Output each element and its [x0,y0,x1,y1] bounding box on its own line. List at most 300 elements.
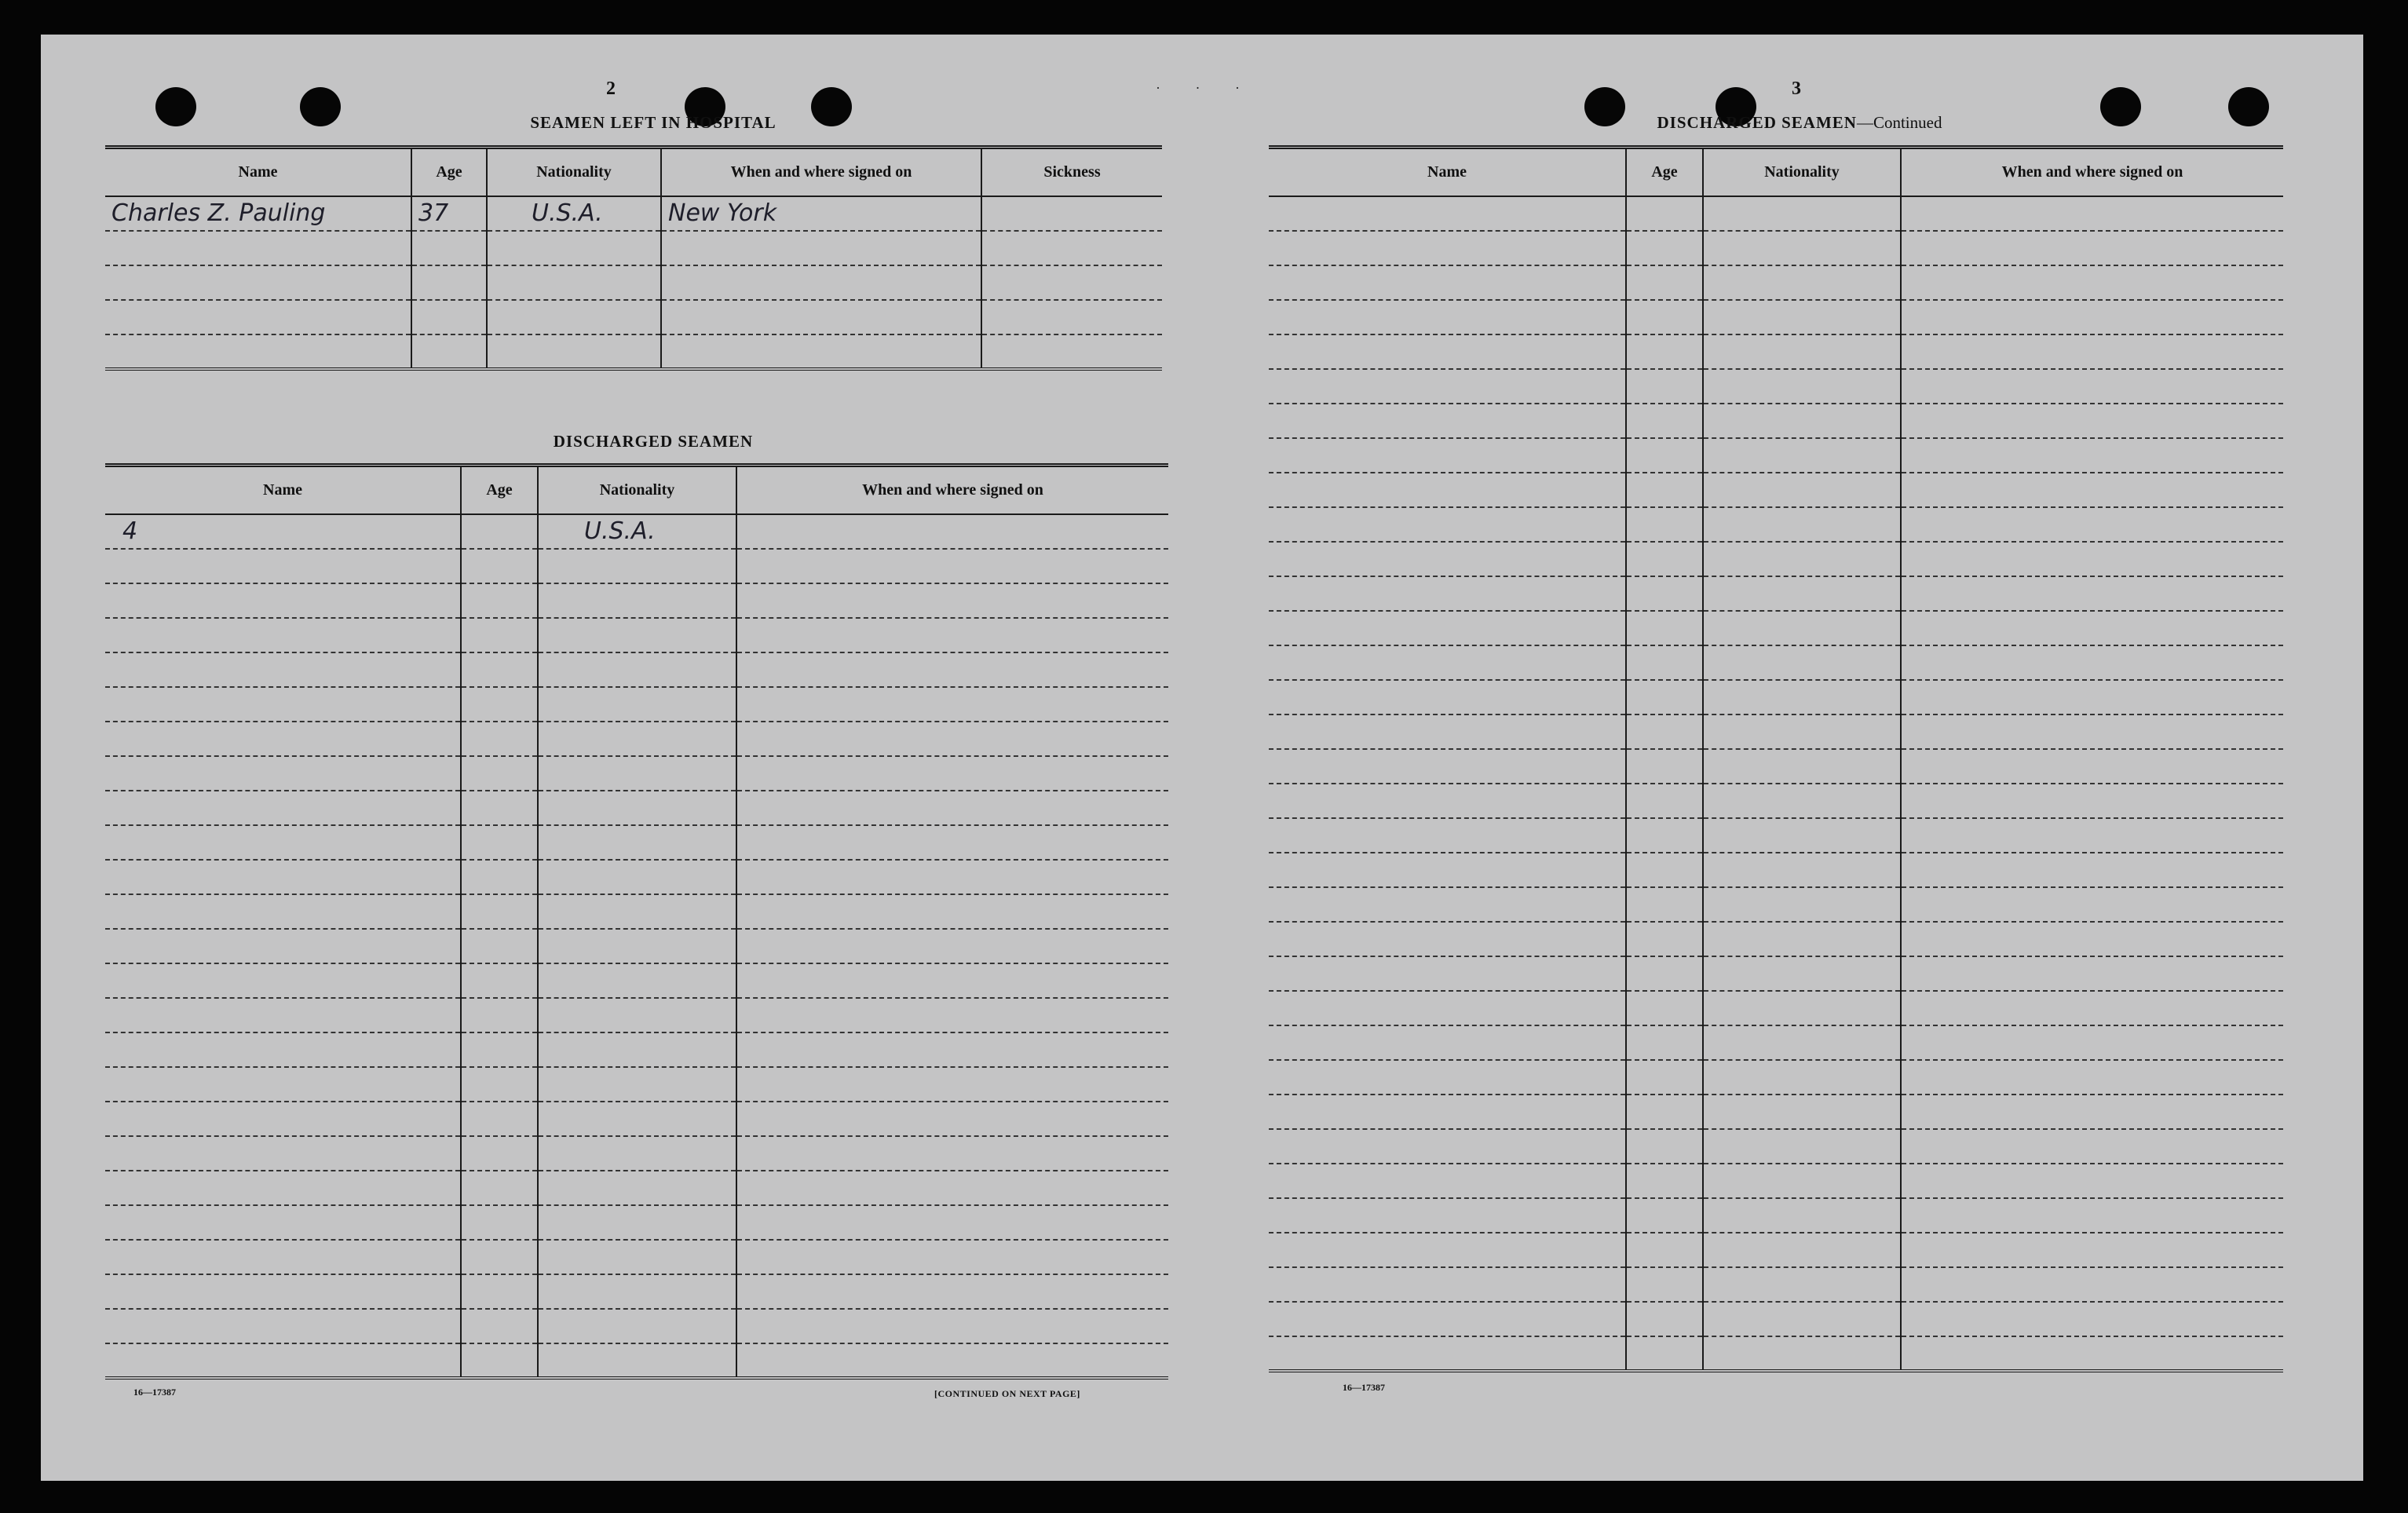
column-header-age: Age [461,466,538,514]
table-cell [1626,231,1703,265]
table-cell [1269,1060,1626,1095]
table-cell [1269,1302,1626,1336]
table-cell [1901,784,2283,818]
table-cell [1269,300,1626,334]
punch-hole [300,87,341,126]
table-cell [461,963,538,998]
table-cell [1703,542,1901,576]
table-row [105,334,1162,369]
table-cell [1269,887,1626,922]
table-cell [736,722,1168,756]
table-row [105,963,1168,998]
table-row [105,756,1168,791]
column-header-sickness: Sickness [981,148,1162,196]
table-cell [538,1067,736,1102]
table-row [1269,542,2283,576]
table-cell [105,860,461,894]
table-cell [1703,1198,1901,1233]
table-cell [736,1240,1168,1274]
table-cell [1901,542,2283,576]
table-cell [538,860,736,894]
table-row [105,1032,1168,1067]
table-cell [461,652,538,687]
table-cell [461,583,538,618]
table-cell [736,1205,1168,1240]
table-cell [1901,853,2283,887]
column-header-nationality: Nationality [538,466,736,514]
table-cell [1703,853,1901,887]
table-cell [1626,991,1703,1025]
table-cell [105,722,461,756]
table-row [1269,922,2283,956]
table-row [105,1343,1168,1378]
table-cell [736,929,1168,963]
table-row [105,1067,1168,1102]
table-cell [1901,749,2283,784]
table-cell [1703,749,1901,784]
table-cell [1703,404,1901,438]
table-cell [1626,611,1703,645]
table-cell [1901,438,2283,473]
table-cell [1626,1302,1703,1336]
column-header-age: Age [411,148,487,196]
table-cell [1901,991,2283,1025]
table-row [105,1205,1168,1240]
table-cell [1626,404,1703,438]
table-cell [736,791,1168,825]
table-cell [1901,714,2283,749]
table-row [105,860,1168,894]
table-cell [461,687,538,722]
table-cell [736,1102,1168,1136]
table-cell [1269,196,1626,231]
table-row [1269,1267,2283,1302]
table-cell [1269,438,1626,473]
table-cell [538,1032,736,1067]
table-cell [1703,265,1901,300]
table-cell [1901,404,2283,438]
table-cell [1269,922,1626,956]
table-cell [1703,991,1901,1025]
table-cell [1626,1164,1703,1198]
table-cell [1626,853,1703,887]
table-row [1269,265,2283,300]
table-cell [1901,1302,2283,1336]
table-row [1269,473,2283,507]
table-cell [461,1067,538,1102]
table-cell [1269,749,1626,784]
table-row [1269,334,2283,369]
table-cell [736,1171,1168,1205]
table-cell [1626,507,1703,542]
table-row [105,1102,1168,1136]
column-header-signed-on: When and where signed on [661,148,981,196]
table-cell [105,1240,461,1274]
table-cell [1901,922,2283,956]
table-row [105,791,1168,825]
table-cell [538,963,736,998]
table-cell [1703,438,1901,473]
table-cell [1626,265,1703,300]
table-row [105,722,1168,756]
column-header-signed-on: When and where signed on [736,466,1168,514]
section-title-text: DISCHARGED SEAMEN [1657,113,1857,132]
table-cell [461,998,538,1032]
table-row [1269,714,2283,749]
table-cell [1626,1198,1703,1233]
punch-hole [155,87,196,126]
table-cell [461,1309,538,1343]
table-row [105,196,1162,231]
table-cell [461,1274,538,1309]
table-cell [1626,1129,1703,1164]
table-cell [105,652,461,687]
table-row [105,1240,1168,1274]
table-cell [736,618,1168,652]
table-cell [1703,369,1901,404]
table-cell [538,1136,736,1171]
table-cell [461,791,538,825]
table-row [105,1274,1168,1309]
table-cell [538,825,736,860]
table-row [1269,300,2283,334]
table-cell [538,929,736,963]
table-cell [1703,1164,1901,1198]
seaman-nationality: U.S.A. [487,196,661,231]
table-cell [105,929,461,963]
table-row [1269,611,2283,645]
page-number: 2 [606,79,616,99]
table-row [105,231,1162,265]
page-number: 3 [1792,79,1801,99]
table-cell [538,583,736,618]
table-cell [1626,1060,1703,1095]
seaman-nationality: U.S.A. [538,514,736,549]
table-cell [1269,1336,1626,1371]
form-code: 16—17387 [1343,1382,1385,1393]
table-cell [736,860,1168,894]
continued-note: [CONTINUED ON NEXT PAGE] [934,1388,1080,1399]
column-header-name: Name [105,148,411,196]
table-cell [1703,507,1901,542]
table-cell [1901,196,2283,231]
table-cell [1703,887,1901,922]
table-cell [1901,334,2283,369]
table-cell [461,1102,538,1136]
table-row [1269,680,2283,714]
table-cell [1269,645,1626,680]
table-row [1269,956,2283,991]
table-cell [105,998,461,1032]
section-title-suffix: —Continued [1856,113,1942,132]
table-row [1269,1060,2283,1095]
table-cell [1269,714,1626,749]
table-cell [105,825,461,860]
table-row [1269,576,2283,611]
table-cell [1269,1198,1626,1233]
table-cell [461,722,538,756]
table-row [1269,196,2283,231]
table-cell [1703,231,1901,265]
table-cell [1269,576,1626,611]
table-cell [1269,265,1626,300]
table-cell [1901,1267,2283,1302]
table-cell [1626,784,1703,818]
table-cell [736,687,1168,722]
table-cell [736,963,1168,998]
table-row [1269,1129,2283,1164]
table-row [1269,645,2283,680]
column-header-nationality: Nationality [487,148,661,196]
table-cell [538,1309,736,1343]
table-row [1269,1025,2283,1060]
right-page [1156,35,2363,1481]
table-cell [1626,196,1703,231]
table-cell [1901,818,2283,853]
table-cell [461,929,538,963]
table-cell [1703,956,1901,991]
table-cell [538,756,736,791]
table-cell [1703,818,1901,853]
table-cell [736,894,1168,929]
table-cell [1703,645,1901,680]
column-header-age: Age [1626,148,1703,196]
table-cell [461,756,538,791]
table-cell [538,1171,736,1205]
table-cell [105,1032,461,1067]
table-cell [736,998,1168,1032]
table-row [1269,404,2283,438]
table-cell [461,1343,538,1378]
discharged-section-title: DISCHARGED SEAMEN [553,432,754,451]
table-cell [736,1067,1168,1102]
table-cell [1901,369,2283,404]
table-cell [736,583,1168,618]
table-cell [1626,922,1703,956]
table-cell [105,687,461,722]
table-cell [1901,887,2283,922]
table-cell [1626,1267,1703,1302]
table-row [1269,1198,2283,1233]
table-cell [1626,1095,1703,1129]
table-row [105,1171,1168,1205]
table-cell [538,652,736,687]
table-cell [105,894,461,929]
table-cell [1269,1233,1626,1267]
table-cell [538,998,736,1032]
table-row [105,652,1168,687]
table-row [105,825,1168,860]
table-cell [461,860,538,894]
table-row [105,549,1168,583]
table-cell [1626,438,1703,473]
table-cell [105,549,461,583]
table-cell [538,791,736,825]
table-cell [1901,473,2283,507]
table-row [1269,438,2283,473]
table-row [1269,1302,2283,1336]
table-row [1269,991,2283,1025]
table-cell [736,1274,1168,1309]
table-cell [538,1102,736,1136]
table-cell [461,618,538,652]
table-cell [1269,1164,1626,1198]
table-row [105,1136,1168,1171]
table-cell [1269,542,1626,576]
table-cell [1703,1095,1901,1129]
table-cell [105,756,461,791]
table-cell [1626,334,1703,369]
table-cell [1626,576,1703,611]
table-cell [1626,300,1703,334]
table-cell [461,825,538,860]
document-sheet [41,35,2363,1481]
table-cell [1626,887,1703,922]
table-cell [1269,956,1626,991]
discharged-table [105,463,1168,1380]
table-cell [1901,1198,2283,1233]
table-cell [1703,1302,1901,1336]
table-cell [1703,1267,1901,1302]
table-cell [736,756,1168,791]
hospital-section-title: SEAMEN LEFT IN HOSPITAL [530,113,776,132]
discharged-continued-title [1564,113,2035,133]
table-cell [461,1171,538,1205]
table-cell [1901,611,2283,645]
table-cell [1269,853,1626,887]
table-cell [1269,507,1626,542]
table-cell [105,1205,461,1240]
table-cell [461,894,538,929]
table-cell [1626,473,1703,507]
table-cell [105,1343,461,1378]
table-cell [1703,1233,1901,1267]
table-row [1269,1095,2283,1129]
table-cell [1703,784,1901,818]
table-cell [736,1343,1168,1378]
table-row [1269,853,2283,887]
table-cell [1901,507,2283,542]
table-cell [1269,369,1626,404]
table-cell [1269,404,1626,438]
table-cell [1269,1267,1626,1302]
table-cell [538,722,736,756]
table-row [105,894,1168,929]
table-cell [1901,1025,2283,1060]
table-row [105,998,1168,1032]
table-cell [1901,956,2283,991]
table-row [105,929,1168,963]
column-header-name: Name [1269,148,1626,196]
table-cell [736,1136,1168,1171]
table-cell [1703,1060,1901,1095]
signed-on-place: New York [661,196,981,231]
table-cell [1626,818,1703,853]
table-cell [1901,1129,2283,1164]
table-cell [105,1136,461,1171]
table-cell [1703,300,1901,334]
sickness [981,196,1162,231]
table-cell [1703,922,1901,956]
table-cell [105,618,461,652]
signed-on-place [736,514,1168,549]
table-row [1269,818,2283,853]
table-cell [1703,680,1901,714]
table-cell [1901,1060,2283,1095]
table-cell [1901,300,2283,334]
table-cell [1626,369,1703,404]
table-cell [1626,956,1703,991]
table-cell [1703,1025,1901,1060]
table-cell [736,549,1168,583]
table-cell [538,1205,736,1240]
paper-marks: · · · [1156,80,1255,96]
table-cell [1626,1336,1703,1371]
seaman-age: 37 [411,196,487,231]
column-header-signed-on: When and where signed on [1901,148,2283,196]
table-cell [1703,576,1901,611]
table-cell [105,1067,461,1102]
table-row [1269,1164,2283,1198]
table-cell [1703,196,1901,231]
table-cell [538,549,736,583]
table-cell [1901,1095,2283,1129]
table-cell [538,894,736,929]
table-row [105,514,1168,549]
table-cell [105,1274,461,1309]
table-cell [1901,576,2283,611]
table-cell [1269,334,1626,369]
table-cell [736,652,1168,687]
table-cell [105,791,461,825]
table-row [105,618,1168,652]
table-row [1269,369,2283,404]
table-row [1269,784,2283,818]
table-cell [538,1240,736,1274]
table-cell [1269,473,1626,507]
table-cell [1626,645,1703,680]
table-cell [1901,1164,2283,1198]
left-page [41,35,1219,1481]
punch-hole [2100,87,2141,126]
table-cell [1703,473,1901,507]
table-row [1269,231,2283,265]
table-row [1269,1233,2283,1267]
column-header-name: Name [105,466,461,514]
table-cell [1626,749,1703,784]
table-cell [1901,680,2283,714]
table-cell [461,549,538,583]
table-cell [1269,1025,1626,1060]
table-cell [1703,714,1901,749]
form-code: 16—17387 [133,1387,176,1398]
table-cell [538,1343,736,1378]
column-header-nationality: Nationality [1703,148,1901,196]
table-cell [1269,991,1626,1025]
table-cell [105,1102,461,1136]
table-cell [105,963,461,998]
table-row [1269,1336,2283,1371]
seaman-name: Charles Z. Pauling [105,196,411,231]
table-cell [1901,231,2283,265]
table-cell [1626,1025,1703,1060]
table-cell [1901,265,2283,300]
table-cell [105,583,461,618]
table-row [105,300,1162,334]
table-row [105,265,1162,300]
table-cell [1626,714,1703,749]
table-cell [1901,1336,2283,1371]
